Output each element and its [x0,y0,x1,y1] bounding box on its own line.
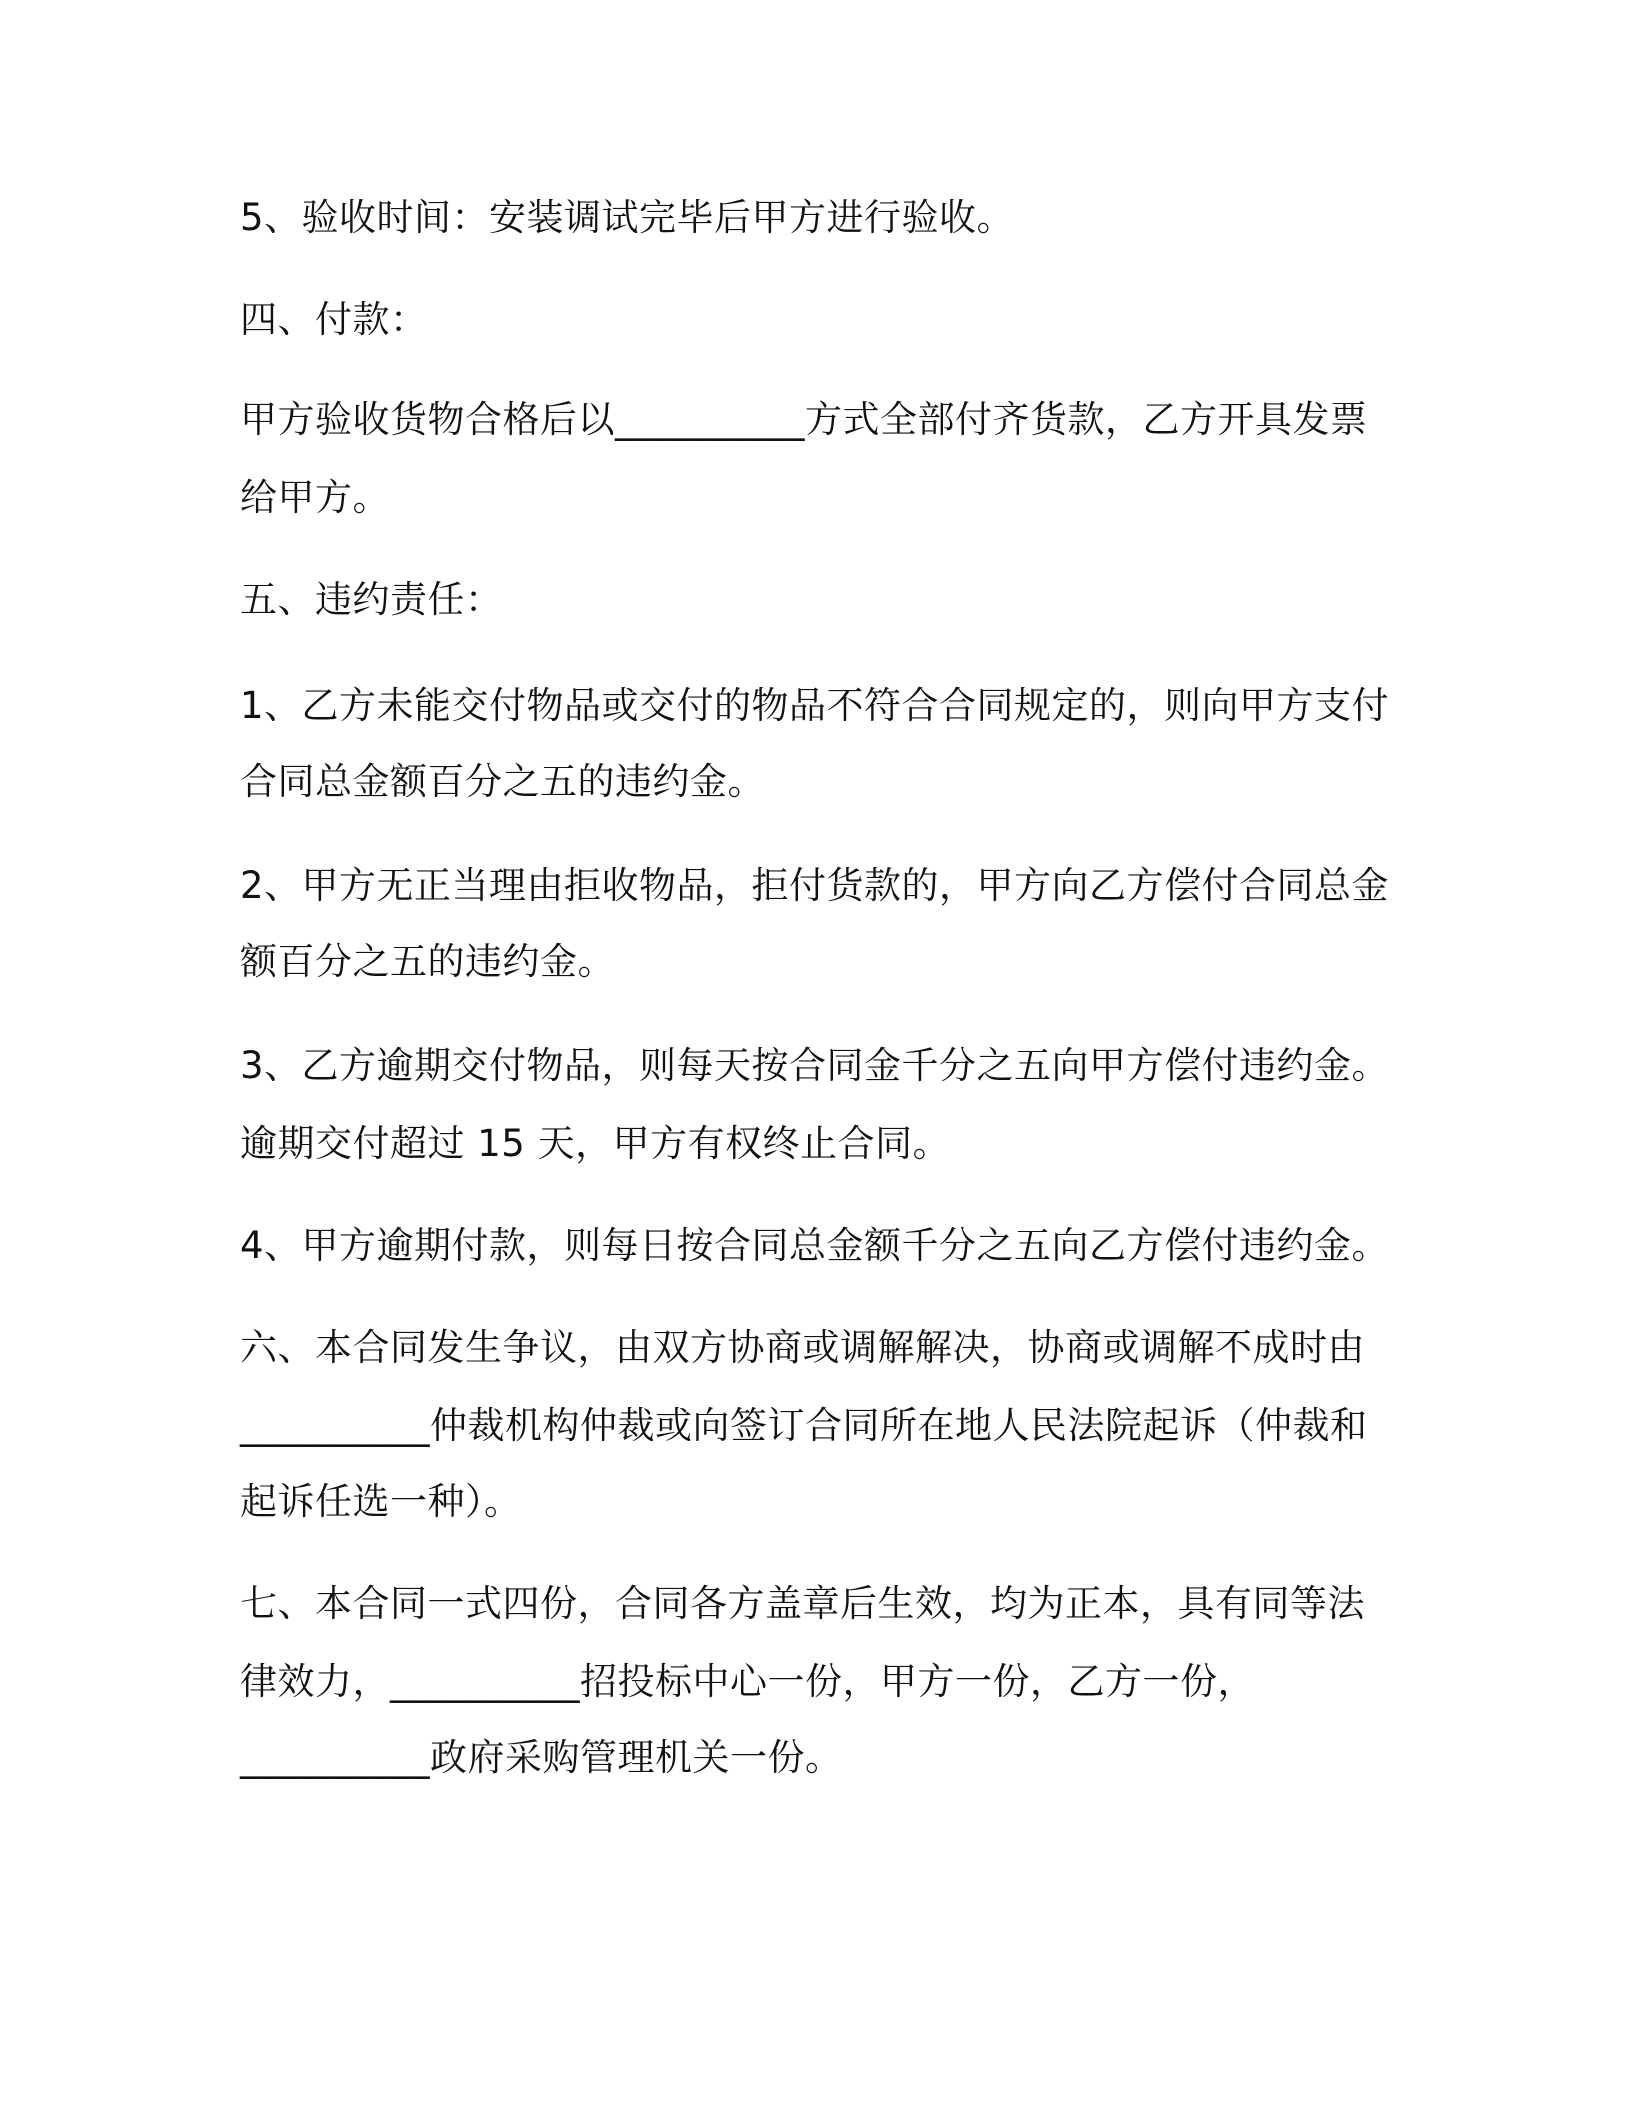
text-line: 甲方验收货物合格后以__________方式全部付齐货款，乙方开具发票 [240,398,1368,441]
text-line: __________仲裁机构仲裁或向签订合同所在地人民法院起诉（仲裁和 [240,1404,1368,1447]
section-heading: 五、违约责任： [240,578,503,621]
text-line: 七、本合同一式四份，合同各方盖章后生效，均为正本，具有同等法 [240,1582,1365,1625]
text-line: 4、甲方逾期付款，则每日按合同总金额千分之五向乙方偿付违约金。 [240,1224,1390,1267]
text-line: 额百分之五的违约金。 [240,940,615,983]
text-line: 3、乙方逾期交付物品，则每天按合同金千分之五向甲方偿付违约金。 [240,1044,1390,1087]
text-line: __________政府采购管理机关一份。 [240,1736,843,1779]
text-line: 合同总金额百分之五的违约金。 [240,760,765,803]
text-line: 给甲方。 [240,476,390,519]
text-line: 律效力，__________招投标中心一份，甲方一份，乙方一份， [240,1660,1255,1703]
text-line: 六、本合同发生争议，由双方协商或调解解决，协商或调解不成时由 [240,1326,1365,1369]
text-line: 逾期交付超过 15 天，甲方有权终止合同。 [240,1122,951,1165]
text-line: 1、乙方未能交付物品或交付的物品不符合合同规定的，则向甲方支付 [240,684,1390,727]
section-heading: 四、付款： [240,298,428,341]
text-line: 起诉任选一种）。 [240,1480,522,1523]
text-line: 5、验收时间：安装调试完毕后甲方进行验收。 [240,196,1015,239]
text-line: 2、甲方无正当理由拒收物品，拒付货款的，甲方向乙方偿付合同总金 [240,864,1390,907]
